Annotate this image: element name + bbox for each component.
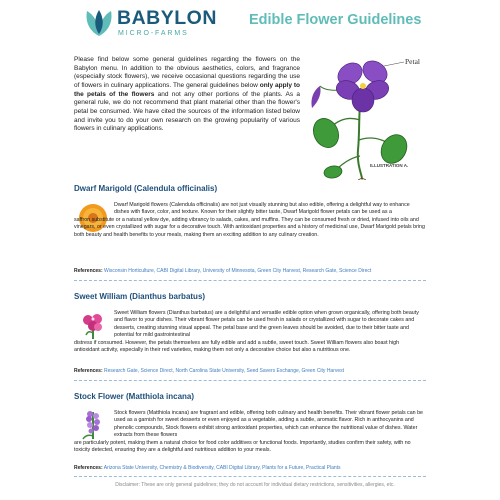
petal-label: Petal <box>405 57 420 66</box>
page-header <box>0 0 500 46</box>
references-sweet-william: References: Research Gate, Science Direct, North Carolina State University, Seed Savers Exchange, Green City Harvest <box>74 368 345 374</box>
references-marigold: References: Wisconsin Horticulture, CABI Digital Library, University of Minnesota, Green City Harvest, Research Gate, Science Direct <box>74 268 372 274</box>
section-body-sweet-william: Sweet William flowers (Dianthus barbatus) are a delightful and versatile edible option when grown organically, offering both beauty and flavor to your dishes. Their vibrant flower petals can be used fresh in salads or crystallized with sugar to decorate cakes and desserts, creating stunning visual appeal. The petal base and the green leaves should be avoided, due to their bitter taste and potential for mild gastrointestinal distress if consumed. However, the petals themselves are fully edible and add a subtle, sweet touch. Sweet William flowers also boast high antioxidant activity, especially in their red varieties, making them not only a decorative choice but also a nutritious one. <box>74 310 419 354</box>
disclaimer: Disclaimer: These are only general guidelines; they do not account for individual dietary restrictions, sensitivities, allergies, etc. <box>115 482 395 488</box>
violet-flower-illustration <box>300 50 425 180</box>
section-title-sweet-william: Sweet William (Dianthus barbatus) <box>74 292 206 301</box>
intro-emphasis: only apply to the petals of the flowers <box>74 81 300 98</box>
page-title: Edible Flower Guidelines <box>249 12 422 28</box>
section-title-marigold: Dwarf Marigold (Calendula officinalis) <box>74 184 218 193</box>
references-stock-flower: References: Arizona State University, Chemistry & Biodiversity, CABI Digital Library, Plants for a Future, Practical Plants <box>74 465 341 471</box>
section-body-stock-flower: Stock flowers (Matthiola incana) are fragrant and edible, offering both culinary and health benefits. Their vibrant flower petals can be used as a garnish for sweet desserts or even enjoyed as a vegetable, adding a subtle, aromatic flavor. Rich in anthocyanins and phenolic compounds, Stock flowers exhibit strong antioxidant properties, which can enhance the nutritional value of dishes. Water extracts from these flowers are particularly potent, making them a natural choice for food color additives or functional foods. Importantly, studies confirm their safety, with no toxicity detected, ensuring they are a delightful and nutritious addition to your meals. <box>74 410 423 454</box>
reference-links-sweet-william[interactable]: Research Gate, Science Direct, North Carolina State University, Seed Savers Exchange, Green City Harvest <box>104 368 345 374</box>
intro-paragraph: Please find below some general guidelines regarding the flowers on the Babylon menu. In addition to the obvious aesthetics, colors, and fragrance (especially stock flowers), we receive occasional questions regarding the use of flowers in culinary applications. The general guidelines below only apply to the petals of the flowers and not any other portions of the plants. As a general rule, we do not recommend that plant material other than the flower's petal be consumed. We have cited the sources of the information listed below and invite you to do your own research on the growing popularity of various flowers in culinary applications. <box>74 56 300 133</box>
section-title-stock-flower: Stock Flower (Matthiola incana) <box>74 392 195 401</box>
section-divider <box>74 280 426 281</box>
section-divider <box>74 476 426 477</box>
section-body-marigold: Dwarf Marigold flowers (Calendula officinalis) are not just visually stunning but also edible, offering a delightful way to enhance dishes with flavor, color, and texture. Known for their slightly bitter taste, Dwarf Marigold flower petals can be used as a saffron substitute or a natural yellow dye, adding vibrancy to salads, cakes, and muffins. They can be consumed fresh or dried, infused into oils and vinegars, or even crystallized with sugar for a decorative touch. With antioxidant properties and a history of medicinal use, Dwarf Marigold petals bring both beauty and health benefits to your meals, making them an exciting addition to any culinary creation. <box>74 202 425 238</box>
babylon-leaf-logo-icon <box>84 9 114 37</box>
brand-name: BABYLON <box>117 7 217 29</box>
section-divider <box>74 380 426 381</box>
brand-subtitle: MICRO-FARMS <box>118 30 189 37</box>
illustration-caption: ILLUSTRATION A. <box>370 163 409 168</box>
reference-links-marigold[interactable]: Wisconsin Horticulture, CABI Digital Library, University of Minnesota, Green City Harvest, Research Gate, Science Direct <box>104 268 372 274</box>
reference-links-stock-flower[interactable]: Arizona State University, Chemistry & Biodiversity, CABI Digital Library, Plants for a Future, Practical Plants <box>103 465 341 471</box>
